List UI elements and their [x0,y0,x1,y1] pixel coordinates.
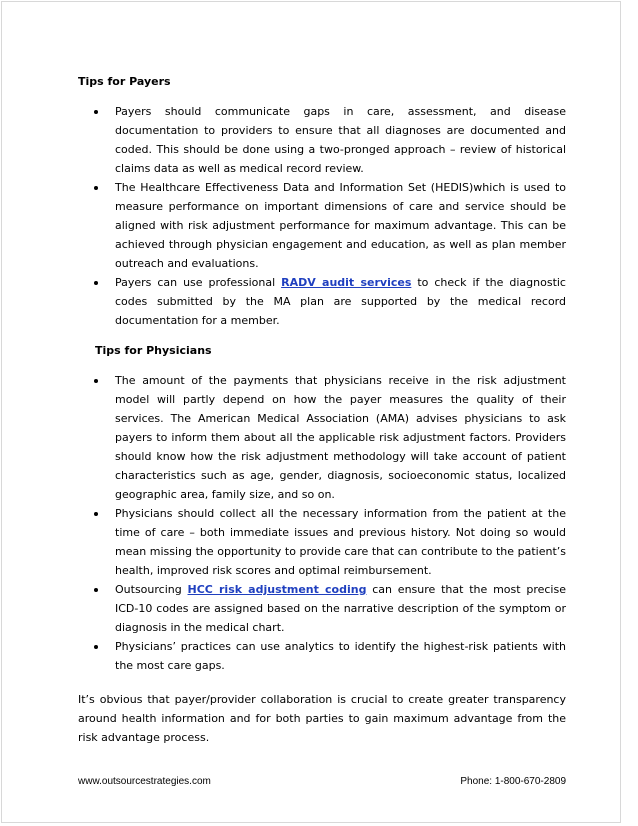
physicians-tip-2-text: Physicians should collect all the necessary information from the patient at the time of care – both immediate issues and previous history. Not doing so would mean missing the opportunity to provide care that can contribute to the patient’s health, improved risk scores and optimal reimbursement. [115,507,566,577]
bullet-icon [94,645,98,649]
page-footer [78,775,566,789]
payers-tip-1-text: Payers should communicate gaps in care, assessment, and disease documentation to providers to ensure that all diagnoses are documented and coded. This should be done using a two-pronged approach – review of historical claims data as well as medical record review. [115,105,566,175]
physicians-tip-2 [78,504,566,580]
radv-audit-services-link[interactable]: RADV audit services [281,276,412,289]
physicians-tips-list [78,371,566,675]
hcc-risk-adjustment-coding-link[interactable]: HCC risk adjustment coding [187,583,367,596]
physicians-tip-1-text: The amount of the payments that physicians receive in the risk adjustment model will partly depend on how the payer measures the quality of their services. The American Medical Association (AMA) advises physicians to ask payers to inform them about all the applicable risk adjustment factors. Providers should know how the risk adjustment methodology will take account of patient characteristics such as age, gender, diagnosis, socioeconomic status, localized geographic area, family size, and so on. [115,374,566,501]
bullet-icon [94,110,98,114]
bullet-icon [94,588,98,592]
page-content [78,74,566,747]
bullet-icon [94,186,98,190]
payers-tip-3 [78,273,566,330]
physicians-tip-3 [78,580,566,637]
closing-paragraph: It’s obvious that payer/provider collaboration is crucial to create greater transparency around health information and for both parties to gain maximum advantage from the risk advantage process. [78,693,566,744]
bullet-icon [94,512,98,516]
payers-tip-2 [78,178,566,273]
payers-tip-3-text-after: to check if the diagnostic codes submitted by the MA plan are supported by the medical record documentation for a member. [115,276,566,327]
payers-heading: Tips for Payers [78,75,171,88]
physicians-heading: Tips for Physicians [95,344,212,357]
physicians-tip-3-text-before: Outsourcing [115,583,188,596]
physicians-tip-1 [78,371,566,504]
bullet-icon [94,281,98,285]
payers-tip-1 [78,102,566,178]
bullet-icon [94,379,98,383]
footer-phone: Phone: 1-800-670-2809 [460,776,566,787]
payers-tips-list [78,102,566,330]
document-page [1,1,621,823]
physicians-tip-4 [78,637,566,675]
physicians-tip-3-text-after: can ensure that the most precise ICD-10 codes are assigned based on the narrative description of the symptom or diagnosis in the medical chart. [115,583,566,634]
footer-website: www.outsourcestrategies.com [78,776,211,787]
payers-tip-2-text: The Healthcare Effectiveness Data and Information Set (HEDIS)which is used to measure performance on important dimensions of care and service should be aligned with risk adjustment performance for maximum advantage. This can be achieved through physician engagement and education, as well as plan member outreach and evaluations. [115,181,566,270]
payers-tip-3-text-before: Payers can use professional [115,276,282,289]
physicians-tip-4-text: Physicians’ practices can use analytics to identify the highest-risk patients with the most care gaps. [115,640,566,672]
